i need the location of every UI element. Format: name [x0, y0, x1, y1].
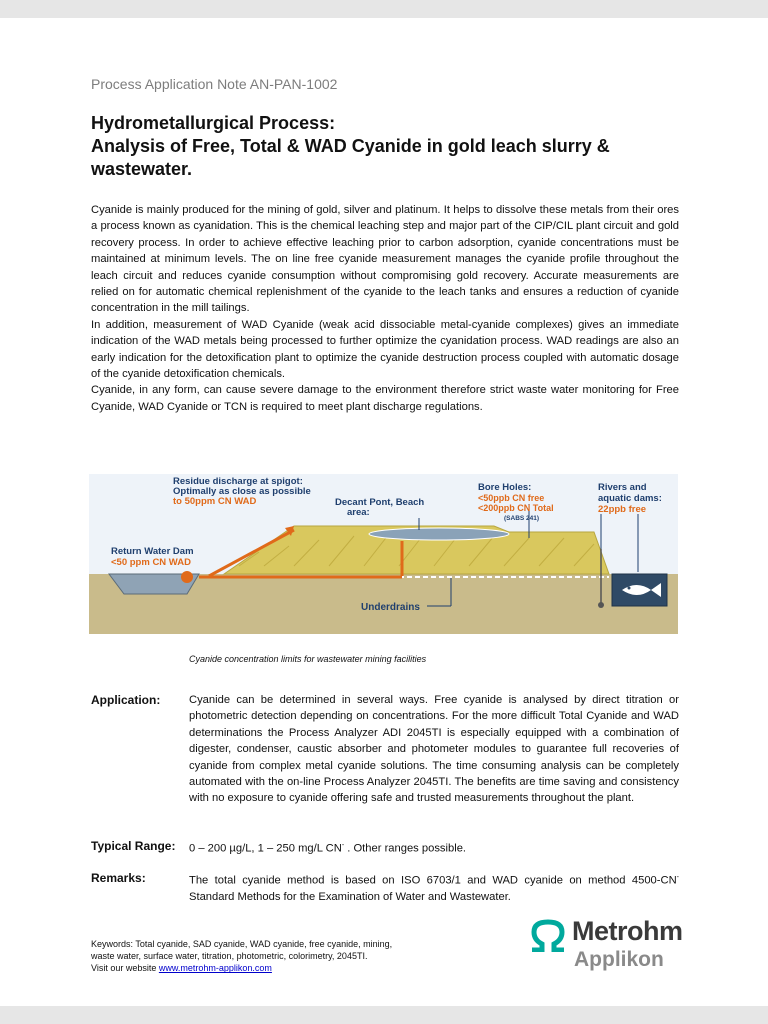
logo-brand: Metrohm: [572, 916, 683, 946]
range-text: [189, 838, 679, 857]
intro-paragraph-2: In addition, measurement of WAD Cyanide (weak acid dissociable metal-cyanide complexes) gives an immediate indication of the WAD metals being processed to further optimize the cyanidation process. WAD readings are also an early indication for the detoxification plant to optimize the cyanide destruction process coupled with automatic dosage of the cyanide detoxification chemicals.: [91, 318, 679, 381]
keywords-line-2: waste water, surface water, titration, photometric, colorimetry, 2045TI.: [91, 951, 368, 962]
page: [0, 18, 768, 1006]
title-line-2: Analysis of Free, Total & WAD Cyanide in gold leach slurry & wastewater.: [91, 136, 610, 179]
application-text: Cyanide can be determined in several ways. Free cyanide is analysed by direct titration or photometric detection depending on concentrations. For the more difficult Total Cyanide and WAD determinations the Process Analyzer ADI 2045TI is especially equipped with a combination of digester, condenser, caustic absorber and photometer modules to guarantee full recoveries of cyanide from complex metal cyanide solutions. The time consuming analysis can be completely automated with the on-line Process Analyzer 2045TI. The benefits are time saving and consistency with no exposure to cyanide offering safe and trusted measurements throughout the plant.: [189, 694, 679, 805]
page-title: [91, 112, 691, 181]
remarks-sup: -: [676, 874, 679, 881]
application-section: [91, 692, 679, 842]
decant-pond: [369, 528, 509, 540]
return-label-1: Return Water Dam: [111, 546, 194, 557]
pump-icon: [181, 571, 193, 583]
intro-paragraph-1: Cyanide is mainly produced for the mining of gold, silver and platinum. It helps to dissolve these metals from their ores a process known as cyanidation. This is the chemical leaching step and major part of the CIP/CIL plant circuit and gold recovery process. In order to achieve effective leaching prior to carbon adsorption, cyanide concentrations must be maintained at minimum levels. The on line free cyanide measurement manages the cyanide profile throughout the leach circuit and reduces cyanide consumption without compromising gold recovery. Accurate measurements are relied on for automatic chemical replenishment of the cyanide to the leach tanks and ensures a reduction of cyanide concentration in the mill tailings.: [91, 204, 679, 315]
intro-text: [91, 202, 679, 415]
keywords-line-1: Keywords: Total cyanide, SAD cyanide, WAD cyanide, free cyanide, mining,: [91, 939, 393, 949]
bore-label-1: Bore Holes:: [478, 482, 532, 493]
tailings-diagram: [89, 474, 678, 634]
bore-hole-tip: [598, 602, 604, 608]
remarks-section: [91, 870, 679, 906]
footer-keywords: [91, 938, 451, 975]
rivers-label-2: aquatic dams:: [598, 493, 662, 504]
decant-label-2: area:: [347, 507, 370, 518]
underdrains-label: Underdrains: [361, 602, 420, 613]
application-label: Application:: [91, 693, 161, 707]
visit-line: [91, 962, 451, 974]
rivers-label-3: 22ppb free: [598, 504, 647, 515]
remarks-body: The total cyanide method is based on ISO 6703/1 and WAD cyanide on method 4500-CN: [189, 874, 677, 887]
bore-label-2: <50ppb CN free: [478, 493, 545, 503]
metrohm-omega-icon: [528, 918, 568, 952]
website-link[interactable]: www.metrohm-applikon.com: [158, 963, 272, 974]
rivers-label-1: Rivers and: [598, 482, 647, 493]
intro-paragraph-3: Cyanide, in any form, can cause severe damage to the environment therefore strict waste water monitoring for Free Cyanide, WAD Cyanide or TCN is required to meet plant discharge regulations.: [91, 384, 679, 413]
fish-eye: [628, 587, 631, 590]
return-label-2: <50 ppm CN WAD: [111, 557, 191, 568]
residue-label-1: Residue discharge at spigot:: [173, 476, 303, 487]
remarks-text: [189, 870, 679, 906]
remarks-tail: Standard Methods for the Examination of Water and Wastewater.: [189, 891, 511, 904]
range-note: . Other ranges possible.: [344, 842, 467, 855]
range-value: 0 – 200 µg/L, 1 – 250 mg/L CN: [189, 842, 342, 855]
decant-label-1: Decant Pont, Beach: [335, 497, 425, 508]
range-label: Typical Range:: [91, 839, 176, 853]
diagram-caption: Cyanide concentration limits for wastewater mining facilities: [189, 654, 427, 664]
visit-prefix: Visit our website: [91, 963, 159, 974]
title-line-1: Hydrometallurgical Process:: [91, 113, 336, 133]
residue-label-3: to 50ppm CN WAD: [173, 496, 257, 507]
logo-sub: Applikon: [574, 948, 664, 971]
residue-label-2: Optimally as close as possible: [173, 486, 311, 497]
bore-label-4: (SABS 241): [504, 515, 540, 522]
note-id: Process Application Note AN-PAN-1002: [91, 76, 338, 92]
bore-label-3: <200ppb CN Total: [478, 503, 554, 513]
metrohm-logo: [528, 916, 688, 978]
remarks-label: Remarks:: [91, 871, 146, 885]
range-sup: -: [341, 842, 345, 849]
range-section: [91, 838, 679, 856]
